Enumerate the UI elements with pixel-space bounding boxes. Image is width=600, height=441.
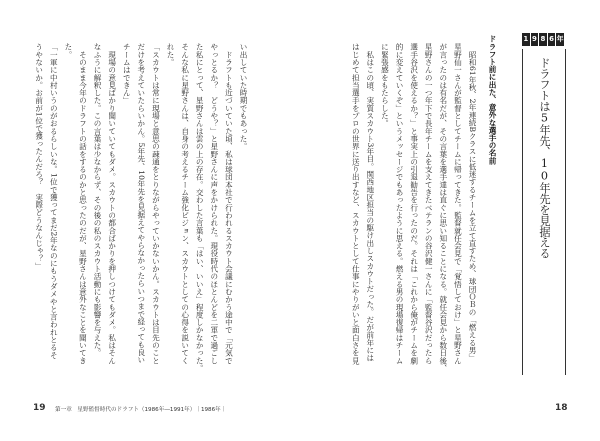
text-line: 「スカウトは常に現場と意思の疎通をとりながらやっていかないかん。スカウトは目先のこと — [151, 43, 161, 365]
text-line: そのまま今年のドラフトの話をするのかと思ったのだが、星野さんは意外なことを聞いてき — [78, 43, 88, 365]
year-digit: 1 — [522, 33, 530, 46]
text-line: が言ったのは有名だが、その言葉を選手達は直ぐに思い知ることになる。就任会見から数日後、 — [438, 43, 448, 372]
text-line: はじめて担当選手をプロの世界に送り出すなど、スカウトとして仕事にやりがいと面白さを見 — [351, 43, 361, 365]
text-line: だけを考えていたらいかん。5年先、10年先を見据えてやらなかったらいつまで経っても良い — [136, 43, 146, 364]
text-line: 星野仙一さんが監督としてチームに帰ってきた。監督就任会見で「覚悟しておけ」と星野さん — [453, 43, 463, 365]
left-page-body-text — [28, 43, 250, 379]
text-line: 的に変えていくぞ」というメッセージでもあったように思える。燃える男の現場復帰はチーム — [395, 43, 405, 365]
page-number-left: 19 — [33, 403, 46, 413]
year-digit: 8 — [539, 33, 547, 46]
year-digit: 9 — [531, 33, 539, 46]
text-line: ドラフトも近づいていた頃、私は球団本社で行われるスカウト会議にむかう途中で「元気で — [224, 43, 234, 365]
text-line: 昭和61年秋、2年連続Bクラスに低迷するチームを立て直すため、球団ＯＢの「燃える男」 — [468, 43, 477, 362]
year-digit: 6 — [548, 33, 556, 46]
text-line: 「一軍に中村いうのがおるらしいな。1位で獲ってまだ2年なのにもうダメやと言われとるそ — [49, 43, 59, 359]
section-heading: ドラフト前に出た、意外な選手の名前 — [488, 35, 497, 165]
chapter-title: ドラフトは5年先、10年先を見据える — [538, 57, 551, 259]
text-line: チームはできん」 — [122, 43, 132, 105]
text-line: 星野さんの一つ年下で長年チームを支えてきたベテランの谷沢健一さんに「監督谷沢だったら — [424, 43, 434, 365]
year-badge — [522, 33, 564, 46]
text-line: た私にとって、星野さんは雲の上の存在。交わした言葉も「はい、いいえ」程度しかなかった。 — [195, 43, 205, 372]
text-line: 選手谷沢を使えるか？」と事実上の引退勧告を行ったのだ。それは「これから俺がチームを劇 — [409, 43, 419, 365]
text-line: れた。 — [166, 43, 176, 66]
text-line: そんな私に星野さんは、自身の考えるチーム強化ビジョン、スカウトとしての心得を説いてく — [180, 43, 190, 365]
text-line: に緊張感をもたらした。 — [380, 43, 390, 128]
text-line: 現場の意見ばかり聞いていてもダメ。スカウトの都合ばかりを押しつけてもダメ。私はそん — [107, 43, 117, 365]
running-footer: 第一章 星野監督時代のドラフト（1986年―1991年）｜1986年｜ — [55, 407, 227, 413]
page-number-right: 18 — [555, 403, 568, 413]
text-line: 私はこの頃、実質スカウト3年目。関西地区担当の駆け出しスカウトだった。だが前年には — [365, 43, 375, 362]
year-suffix: 年 — [556, 33, 564, 46]
text-line: やっとるか？ どうや？」と星野さんに声をかけられた。現役時代のほとんどを二軍で過ごし — [209, 43, 219, 365]
chapter-title-box — [522, 49, 566, 375]
right-page-body-text — [344, 43, 479, 379]
text-line: た。 — [63, 43, 73, 59]
text-line: うやないか。お前が1位で獲ったんだろ？ 実際どうなんじゃ？」 — [34, 43, 44, 270]
text-line: い出していた時期でもあった。 — [239, 43, 248, 151]
text-line: なふうに解釈した。この言葉は少なからず、その後の私のスカウト活動にも影響を与えた。 — [93, 43, 103, 357]
